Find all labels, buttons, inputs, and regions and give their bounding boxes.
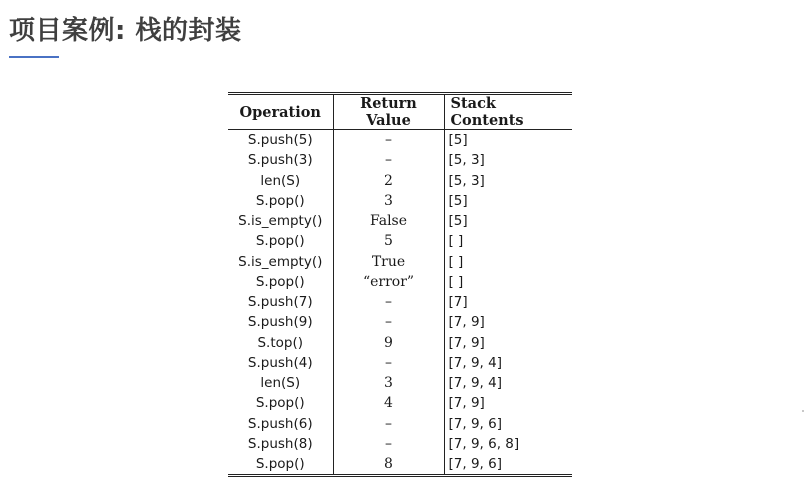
- cell-stack-contents: [ ]: [444, 272, 572, 292]
- cell-stack-contents: [ ]: [444, 252, 572, 272]
- cell-stack-contents: [5, 3]: [444, 150, 572, 170]
- table-row: [228, 434, 572, 454]
- cell-return-value: 3: [333, 373, 444, 393]
- cell-return-value: “error”: [333, 272, 444, 292]
- cell-operation: S.pop(): [255, 192, 305, 209]
- title-underline: [9, 56, 59, 58]
- cell-return-value: 3: [333, 191, 444, 211]
- cell-return-value: 9: [333, 333, 444, 353]
- table-row: [228, 393, 572, 413]
- cell-return-value: –: [333, 434, 444, 454]
- table-row: [228, 252, 572, 272]
- header-return-value: Return Value: [333, 95, 444, 130]
- cell-stack-contents: [7, 9, 6, 8]: [444, 434, 572, 454]
- cell-operation: len(S): [260, 375, 301, 392]
- cell-stack-contents: [7, 9, 4]: [444, 373, 572, 393]
- cell-return-value: 4: [333, 393, 444, 413]
- cell-operation: S.pop(): [255, 233, 305, 250]
- cell-return-value: –: [333, 312, 444, 332]
- table-header-row: [228, 95, 572, 130]
- stack-operations-table: [228, 92, 572, 477]
- cell-stack-contents: [5]: [444, 191, 572, 211]
- header-stack-contents: Stack Contents: [444, 95, 572, 130]
- cell-stack-contents: [5]: [444, 130, 572, 151]
- cell-operation: S.push(9): [247, 314, 313, 331]
- table-row: [228, 333, 572, 353]
- cell-stack-contents: [5]: [444, 211, 572, 231]
- page-title: 项目案例: 栈的封装: [9, 16, 242, 46]
- cell-stack-contents: [7, 9, 4]: [444, 353, 572, 373]
- table-row: [228, 292, 572, 312]
- cell-return-value: 5: [333, 231, 444, 251]
- table-row: [228, 272, 572, 292]
- cell-stack-contents: [7, 9]: [444, 333, 572, 353]
- cell-return-value: –: [333, 414, 444, 434]
- cell-return-value: –: [333, 150, 444, 170]
- cell-operation: S.top(): [257, 334, 304, 351]
- table-row: [228, 150, 572, 170]
- table-row: [228, 312, 572, 332]
- table-row: [228, 211, 572, 231]
- cell-stack-contents: [ ]: [444, 231, 572, 251]
- cell-operation: S.is_empty(): [238, 253, 323, 270]
- table-row: [228, 130, 572, 151]
- table-row: [228, 171, 572, 191]
- header-operation: Operation: [228, 95, 333, 130]
- cell-stack-contents: [7, 9, 6]: [444, 414, 572, 434]
- table-bottom-rule: [228, 474, 572, 477]
- cell-operation: S.pop(): [255, 395, 305, 412]
- table-row: [228, 191, 572, 211]
- cell-stack-contents: [7, 9]: [444, 393, 572, 413]
- cell-operation: S.is_empty(): [238, 213, 323, 230]
- cell-operation: S.push(5): [247, 132, 313, 149]
- cell-stack-contents: [5, 3]: [444, 171, 572, 191]
- cell-operation: S.pop(): [255, 456, 305, 473]
- cell-return-value: True: [333, 252, 444, 272]
- cell-stack-contents: [7, 9]: [444, 312, 572, 332]
- table-row: [228, 231, 572, 251]
- cell-stack-contents: [7]: [444, 292, 572, 312]
- stack-table: [228, 95, 572, 474]
- cell-return-value: –: [333, 353, 444, 373]
- cell-operation: S.push(4): [247, 354, 313, 371]
- table-row: [228, 373, 572, 393]
- cell-operation: S.push(6): [247, 415, 313, 432]
- cell-operation: S.push(3): [247, 152, 313, 169]
- cell-stack-contents: [7, 9, 6]: [444, 454, 572, 474]
- table-row: [228, 414, 572, 434]
- cell-return-value: 2: [333, 171, 444, 191]
- cell-return-value: –: [333, 130, 444, 151]
- cell-operation: S.push(8): [247, 435, 313, 452]
- cell-return-value: False: [333, 211, 444, 231]
- cell-operation: S.push(7): [247, 294, 313, 311]
- cell-return-value: –: [333, 292, 444, 312]
- cell-operation: S.pop(): [255, 273, 305, 290]
- table-row: [228, 353, 572, 373]
- table-row: [228, 454, 572, 474]
- cell-operation: len(S): [260, 172, 301, 189]
- cell-return-value: 8: [333, 454, 444, 474]
- edge-artifact: [802, 410, 804, 412]
